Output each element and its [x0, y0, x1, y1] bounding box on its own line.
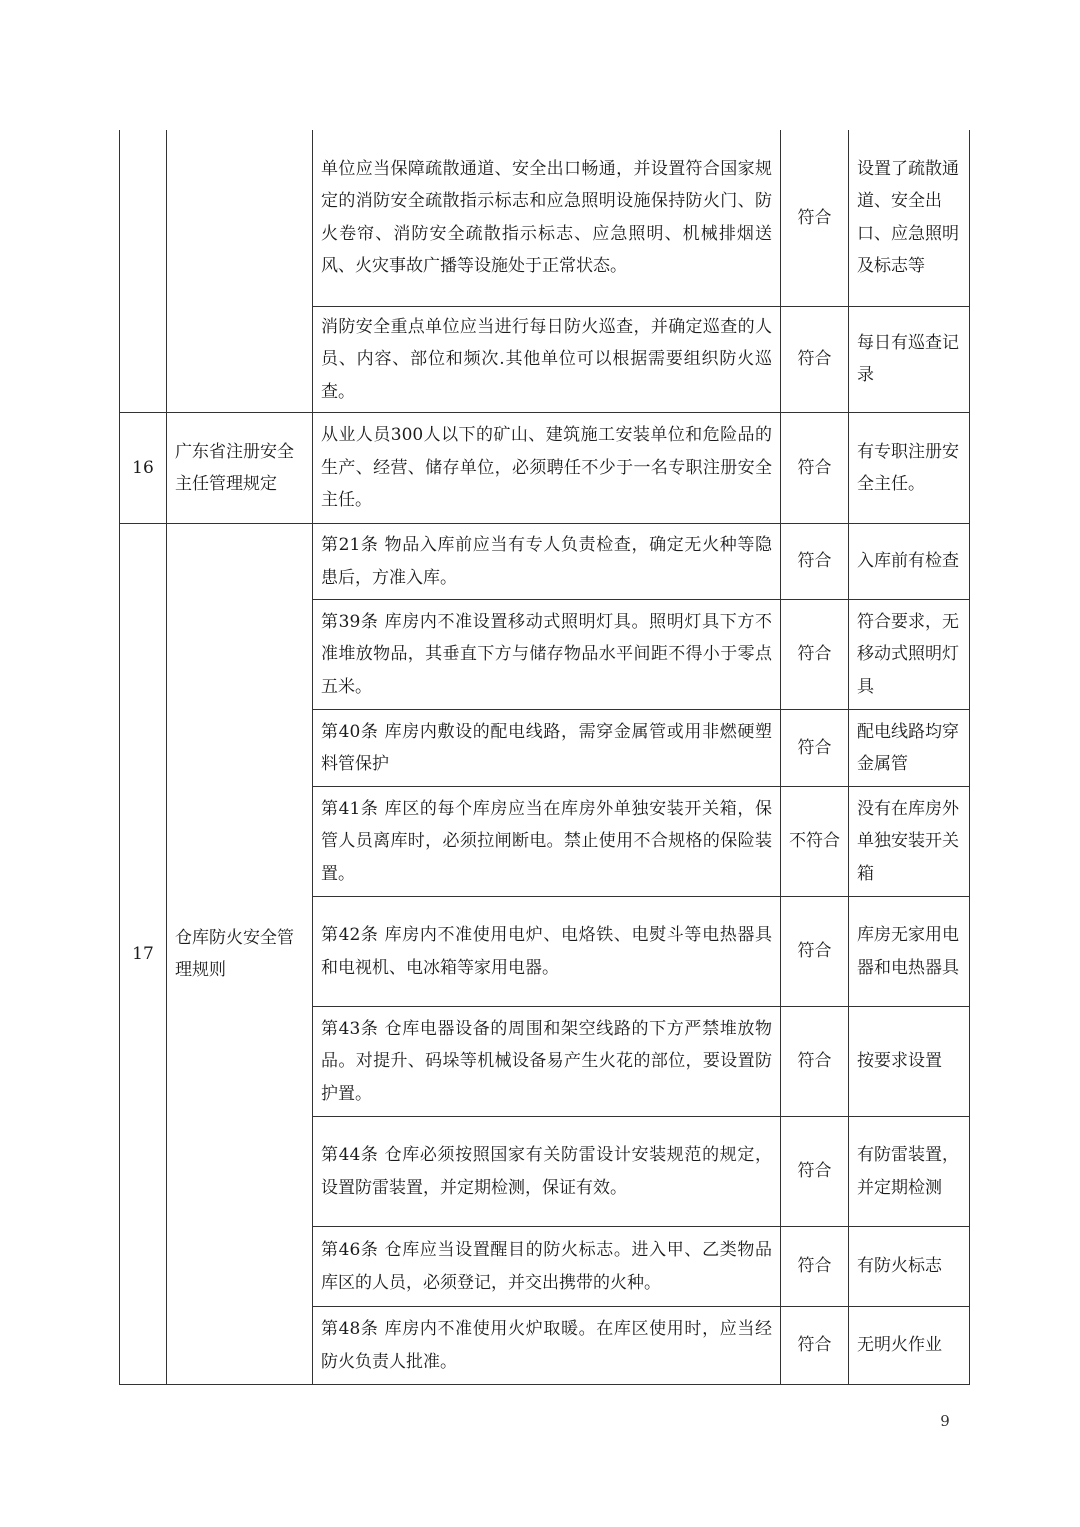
note-cell: 配电线路均穿金属管: [849, 710, 970, 787]
result-cell: 符合: [781, 413, 849, 524]
requirement-cell: 第42条 库房内不准使用电炉、电烙铁、电熨斗等电热器具和电视机、电冰箱等家用电器。: [313, 897, 781, 1007]
row-number-cell: 17: [120, 524, 167, 1385]
requirement-cell: 第44条 仓库必须按照国家有关防雷设计安装规范的规定，设置防雷装置，并定期检测，保证有效。: [313, 1117, 781, 1227]
regulation-cell: 仓库防火安全管理规则: [167, 524, 313, 1385]
note-cell: 没有在库房外单独安装开关箱: [849, 787, 970, 897]
row-number-cell: [120, 130, 167, 413]
table-row: [120, 413, 970, 524]
requirement-cell: 第39条 库房内不准设置移动式照明灯具。照明灯具下方不准堆放物品，其垂直下方与储存物品水平间距不得小于零点五米。: [313, 600, 781, 710]
requirement-cell: 第48条 库房内不准使用火炉取暖。在库区使用时，应当经防火负责人批准。: [313, 1307, 781, 1385]
note-cell: 按要求设置: [849, 1007, 970, 1117]
requirement-cell: 第46条 仓库应当设置醒目的防火标志。进入甲、乙类物品库区的人员，必须登记，并交出携带的火种。: [313, 1227, 781, 1307]
result-cell: 符合: [781, 1307, 849, 1385]
result-cell: 符合: [781, 897, 849, 1007]
result-cell: 符合: [781, 1007, 849, 1117]
note-cell: 入库前有检查: [849, 524, 970, 600]
result-cell: 符合: [781, 130, 849, 306]
result-cell: 符合: [781, 524, 849, 600]
note-cell: 符合要求，无移动式照明灯具: [849, 600, 970, 710]
requirement-cell: 消防安全重点单位应当进行每日防火巡查，并确定巡查的人员、内容、部位和频次.其他单位可以根据需要组织防火巡查。: [313, 306, 781, 413]
regulation-cell: [167, 130, 313, 413]
note-cell: 无明火作业: [849, 1307, 970, 1385]
note-cell: 设置了疏散通道、安全出口、应急照明及标志等: [849, 130, 970, 306]
note-cell: 有防雷装置，并定期检测: [849, 1117, 970, 1227]
table-row: [120, 130, 970, 306]
result-cell: 符合: [781, 1117, 849, 1227]
requirement-cell: 第21条 物品入库前应当有专人负责检查，确定无火种等隐患后，方准入库。: [313, 524, 781, 600]
result-cell: 符合: [781, 1227, 849, 1307]
note-cell: 每日有巡查记录: [849, 306, 970, 413]
requirement-cell: 从业人员300人以下的矿山、建筑施工安装单位和危险品的生产、经营、储存单位，必须聘任不少于一名专职注册安全主任。: [313, 413, 781, 524]
requirement-cell: 单位应当保障疏散通道、安全出口畅通，并设置符合国家规定的消防安全疏散指示标志和应急照明设施保持防火门、防火卷帘、消防安全疏散指示标志、应急照明、机械排烟送风、火灾事故广播等设施处于正常状态。: [313, 130, 781, 306]
result-cell: 符合: [781, 710, 849, 787]
page-number: 9: [940, 1412, 950, 1430]
note-cell: 有防火标志: [849, 1227, 970, 1307]
note-cell: 有专职注册安全主任。: [849, 413, 970, 524]
requirement-cell: 第41条 库区的每个库房应当在库房外单独安装开关箱，保管人员离库时，必须拉闸断电。禁止使用不合规格的保险装置。: [313, 787, 781, 897]
result-cell: 符合: [781, 600, 849, 710]
result-cell: 符合: [781, 306, 849, 413]
table-row: [120, 524, 970, 600]
requirement-cell: 第40条 库房内敷设的配电线路，需穿金属管或用非燃硬塑料管保护: [313, 710, 781, 787]
row-number-cell: 16: [120, 413, 167, 524]
note-cell: 库房无家用电器和电热器具: [849, 897, 970, 1007]
regulation-cell: 广东省注册安全主任管理规定: [167, 413, 313, 524]
result-cell: 不符合: [781, 787, 849, 897]
compliance-table: [119, 130, 970, 1385]
requirement-cell: 第43条 仓库电器设备的周围和架空线路的下方严禁堆放物品。对提升、码垛等机械设备易产生火花的部位，要设置防护置。: [313, 1007, 781, 1117]
